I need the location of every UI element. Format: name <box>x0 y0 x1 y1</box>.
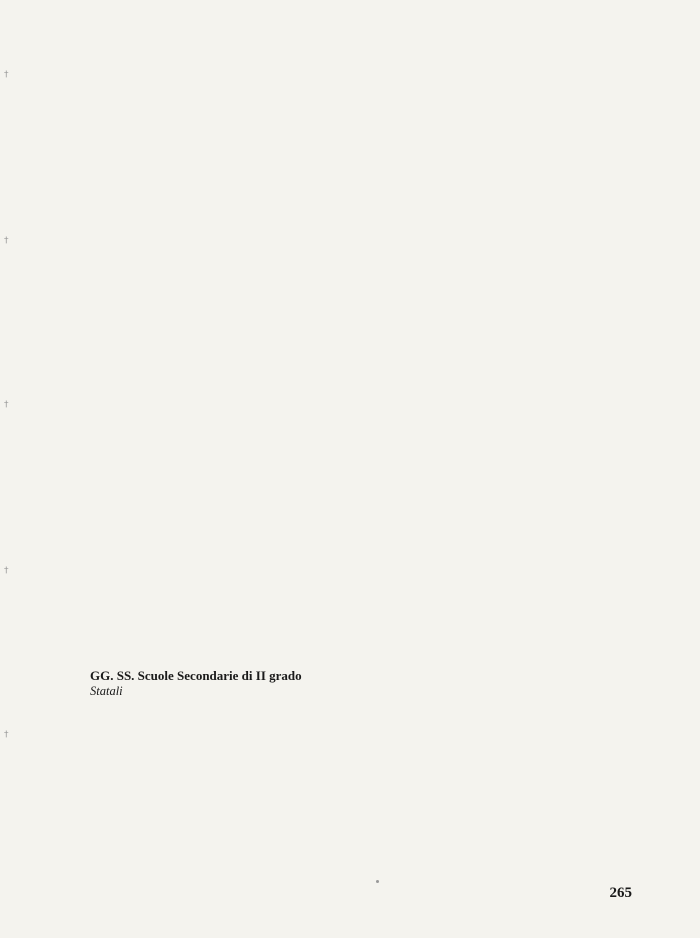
section-subtitle: Statali <box>90 684 123 698</box>
binding-mark: † <box>4 566 9 576</box>
print-speck <box>376 880 379 883</box>
binding-mark: † <box>4 730 9 740</box>
binding-marks <box>4 0 14 938</box>
binding-mark: † <box>4 236 9 246</box>
section-title: GG. SS. Scuole Secondarie di II grado <box>90 668 302 683</box>
binding-mark: † <box>4 70 9 80</box>
binding-mark: † <box>4 400 9 410</box>
page-number: 265 <box>609 885 632 901</box>
